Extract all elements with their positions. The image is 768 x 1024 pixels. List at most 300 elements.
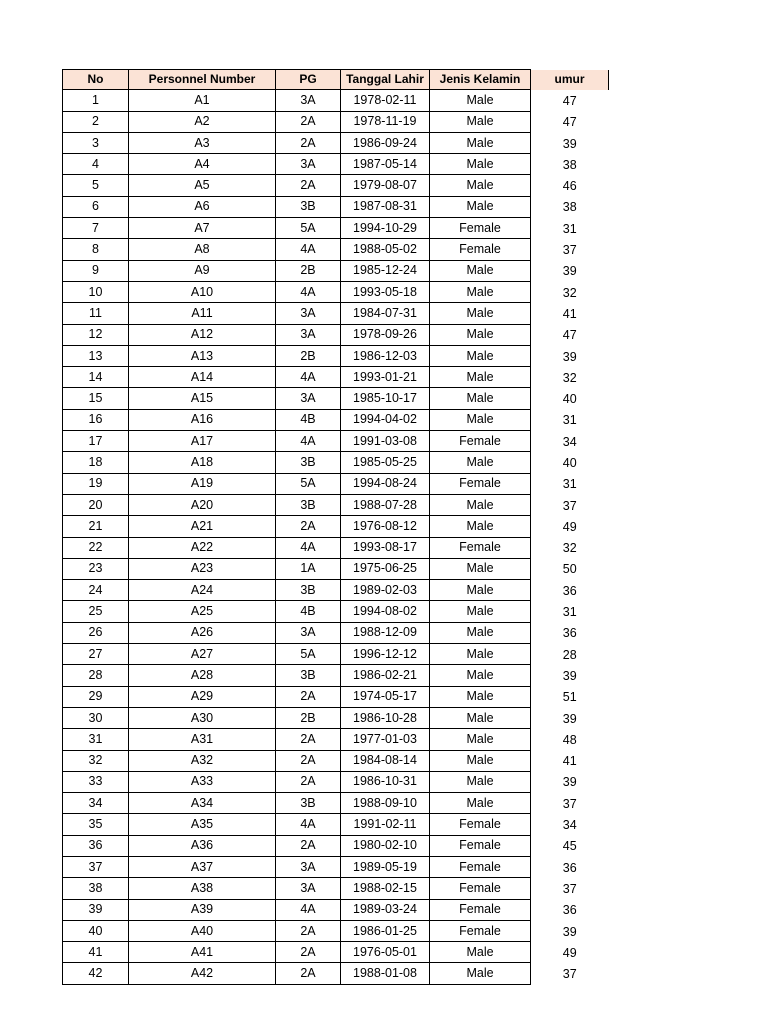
cell-personnel-number[interactable]: A34 bbox=[129, 793, 276, 814]
table-row bbox=[63, 580, 609, 601]
cell-jenis-kelamin[interactable]: Male bbox=[430, 90, 531, 111]
table-row bbox=[63, 90, 609, 111]
personnel-table bbox=[62, 69, 609, 985]
table-row bbox=[63, 452, 609, 473]
cell-jenis-kelamin[interactable]: Male bbox=[430, 665, 531, 686]
table-row bbox=[63, 942, 609, 963]
cell-jenis-kelamin[interactable]: Male bbox=[430, 303, 531, 324]
cell-tanggal-lahir[interactable]: 1985-12-24 bbox=[341, 260, 430, 281]
cell-jenis-kelamin[interactable]: Female bbox=[430, 473, 531, 494]
table-row bbox=[63, 750, 609, 771]
cell-umur[interactable]: 39 bbox=[562, 136, 577, 151]
cell-pg[interactable]: 2B bbox=[276, 707, 341, 728]
cell-personnel-number[interactable]: A16 bbox=[129, 409, 276, 430]
table-row bbox=[63, 558, 609, 579]
header-personnel-number[interactable]: Personnel Number bbox=[129, 70, 276, 90]
cell-pg[interactable]: 3B bbox=[276, 494, 341, 515]
cell-umur[interactable]: 40 bbox=[562, 392, 577, 407]
cell-personnel-number[interactable]: A10 bbox=[129, 281, 276, 302]
cell-no[interactable]: 33 bbox=[63, 771, 129, 792]
cell-tanggal-lahir[interactable]: 1994-04-02 bbox=[341, 409, 430, 430]
cell-pg[interactable]: 5A bbox=[276, 218, 341, 239]
cell-umur[interactable]: 41 bbox=[562, 306, 577, 321]
cell-jenis-kelamin[interactable]: Female bbox=[430, 835, 531, 856]
cell-tanggal-lahir[interactable]: 1986-09-24 bbox=[341, 132, 430, 153]
table-row bbox=[63, 665, 609, 686]
cell-pg[interactable]: 2B bbox=[276, 260, 341, 281]
cell-pg[interactable]: 3A bbox=[276, 303, 341, 324]
cell-jenis-kelamin[interactable]: Male bbox=[430, 622, 531, 643]
cell-tanggal-lahir[interactable]: 1977-01-03 bbox=[341, 729, 430, 750]
cell-pg[interactable]: 2A bbox=[276, 750, 341, 771]
table-row bbox=[63, 431, 609, 452]
table-row bbox=[63, 388, 609, 409]
cell-personnel-number[interactable]: A40 bbox=[129, 920, 276, 941]
header-umur[interactable]: umur bbox=[531, 70, 609, 90]
cell-personnel-number[interactable]: A9 bbox=[129, 260, 276, 281]
cell-tanggal-lahir[interactable]: 1976-08-12 bbox=[341, 516, 430, 537]
cell-no[interactable]: 14 bbox=[63, 367, 129, 388]
cell-umur[interactable]: 49 bbox=[562, 945, 577, 960]
cell-no[interactable]: 4 bbox=[63, 154, 129, 175]
cell-tanggal-lahir[interactable]: 1991-02-11 bbox=[341, 814, 430, 835]
cell-jenis-kelamin[interactable]: Male bbox=[430, 771, 531, 792]
table-row bbox=[63, 409, 609, 430]
cell-tanggal-lahir[interactable]: 1996-12-12 bbox=[341, 644, 430, 665]
cell-jenis-kelamin[interactable]: Male bbox=[430, 793, 531, 814]
cell-umur[interactable]: 36 bbox=[562, 903, 577, 918]
cell-umur[interactable]: 37 bbox=[562, 967, 577, 982]
cell-jenis-kelamin[interactable]: Male bbox=[430, 644, 531, 665]
cell-jenis-kelamin[interactable]: Female bbox=[430, 814, 531, 835]
cell-no[interactable]: 13 bbox=[63, 345, 129, 366]
cell-no[interactable]: 7 bbox=[63, 218, 129, 239]
cell-tanggal-lahir[interactable]: 1978-09-26 bbox=[341, 324, 430, 345]
cell-pg[interactable]: 3B bbox=[276, 452, 341, 473]
cell-no[interactable]: 34 bbox=[63, 793, 129, 814]
cell-pg[interactable]: 4A bbox=[276, 367, 341, 388]
table-row bbox=[63, 494, 609, 515]
header-jenis-kelamin[interactable]: Jenis Kelamin bbox=[430, 70, 531, 90]
cell-jenis-kelamin[interactable]: Male bbox=[430, 750, 531, 771]
cell-pg[interactable]: 2A bbox=[276, 175, 341, 196]
cell-jenis-kelamin[interactable]: Male bbox=[430, 729, 531, 750]
cell-umur[interactable]: 39 bbox=[562, 668, 577, 683]
cell-tanggal-lahir[interactable]: 1984-07-31 bbox=[341, 303, 430, 324]
header-no[interactable]: No bbox=[63, 70, 129, 90]
cell-no[interactable]: 5 bbox=[63, 175, 129, 196]
cell-personnel-number[interactable]: A30 bbox=[129, 707, 276, 728]
cell-no[interactable]: 3 bbox=[63, 132, 129, 153]
cell-umur[interactable]: 32 bbox=[562, 285, 577, 300]
table-row bbox=[63, 175, 609, 196]
cell-pg[interactable]: 2A bbox=[276, 686, 341, 707]
cell-umur[interactable]: 31 bbox=[562, 477, 577, 492]
cell-umur[interactable]: 39 bbox=[562, 349, 577, 364]
table-row bbox=[63, 218, 609, 239]
cell-personnel-number[interactable]: A23 bbox=[129, 558, 276, 579]
cell-personnel-number[interactable]: A28 bbox=[129, 665, 276, 686]
cell-tanggal-lahir[interactable]: 1986-12-03 bbox=[341, 345, 430, 366]
table-row bbox=[63, 644, 609, 665]
cell-pg[interactable]: 2A bbox=[276, 963, 341, 984]
cell-no[interactable]: 37 bbox=[63, 856, 129, 877]
cell-personnel-number[interactable]: A33 bbox=[129, 771, 276, 792]
cell-no[interactable]: 6 bbox=[63, 196, 129, 217]
cell-umur[interactable]: 38 bbox=[562, 157, 577, 172]
cell-umur[interactable]: 39 bbox=[562, 924, 577, 939]
cell-personnel-number[interactable]: A21 bbox=[129, 516, 276, 537]
cell-personnel-number[interactable]: A27 bbox=[129, 644, 276, 665]
cell-personnel-number[interactable]: A25 bbox=[129, 601, 276, 622]
table-row bbox=[63, 707, 609, 728]
cell-umur[interactable]: 45 bbox=[562, 839, 577, 854]
table-row bbox=[63, 111, 609, 132]
cell-personnel-number[interactable]: A31 bbox=[129, 729, 276, 750]
cell-no[interactable]: 38 bbox=[63, 878, 129, 899]
cell-personnel-number[interactable]: A14 bbox=[129, 367, 276, 388]
cell-tanggal-lahir[interactable]: 1986-10-28 bbox=[341, 707, 430, 728]
cell-pg[interactable]: 4A bbox=[276, 239, 341, 260]
cell-jenis-kelamin[interactable]: Male bbox=[430, 942, 531, 963]
cell-tanggal-lahir[interactable]: 1994-08-02 bbox=[341, 601, 430, 622]
cell-tanggal-lahir[interactable]: 1986-01-25 bbox=[341, 920, 430, 941]
cell-pg[interactable]: 2A bbox=[276, 942, 341, 963]
cell-jenis-kelamin[interactable]: Male bbox=[430, 963, 531, 984]
cell-tanggal-lahir[interactable]: 1987-05-14 bbox=[341, 154, 430, 175]
cell-personnel-number[interactable]: A5 bbox=[129, 175, 276, 196]
cell-no[interactable]: 39 bbox=[63, 899, 129, 920]
table-row bbox=[63, 686, 609, 707]
cell-umur[interactable]: 47 bbox=[562, 115, 577, 130]
cell-pg[interactable]: 4B bbox=[276, 409, 341, 430]
cell-umur[interactable]: 50 bbox=[562, 562, 577, 577]
cell-umur[interactable]: 38 bbox=[562, 200, 577, 215]
cell-tanggal-lahir[interactable]: 1993-01-21 bbox=[341, 367, 430, 388]
table-row bbox=[63, 239, 609, 260]
cell-personnel-number[interactable]: A11 bbox=[129, 303, 276, 324]
cell-no[interactable]: 42 bbox=[63, 963, 129, 984]
cell-jenis-kelamin[interactable]: Male bbox=[430, 601, 531, 622]
table-row bbox=[63, 303, 609, 324]
cell-jenis-kelamin[interactable]: Male bbox=[430, 196, 531, 217]
cell-personnel-number[interactable]: A3 bbox=[129, 132, 276, 153]
cell-umur[interactable]: 47 bbox=[562, 328, 577, 343]
cell-no[interactable]: 8 bbox=[63, 239, 129, 260]
cell-umur[interactable]: 28 bbox=[562, 647, 577, 662]
cell-no[interactable]: 30 bbox=[63, 707, 129, 728]
cell-jenis-kelamin[interactable]: Male bbox=[430, 367, 531, 388]
cell-no[interactable]: 31 bbox=[63, 729, 129, 750]
cell-personnel-number[interactable]: A12 bbox=[129, 324, 276, 345]
cell-jenis-kelamin[interactable]: Male bbox=[430, 409, 531, 430]
cell-no[interactable]: 16 bbox=[63, 409, 129, 430]
cell-no[interactable]: 15 bbox=[63, 388, 129, 409]
cell-pg[interactable]: 3A bbox=[276, 856, 341, 877]
cell-no[interactable]: 18 bbox=[63, 452, 129, 473]
cell-tanggal-lahir[interactable]: 1979-08-07 bbox=[341, 175, 430, 196]
cell-jenis-kelamin[interactable]: Male bbox=[430, 324, 531, 345]
cell-personnel-number[interactable]: A42 bbox=[129, 963, 276, 984]
cell-personnel-number[interactable]: A17 bbox=[129, 431, 276, 452]
cell-no[interactable]: 27 bbox=[63, 644, 129, 665]
cell-jenis-kelamin[interactable]: Male bbox=[430, 388, 531, 409]
cell-tanggal-lahir[interactable]: 1994-10-29 bbox=[341, 218, 430, 239]
cell-tanggal-lahir[interactable]: 1980-02-10 bbox=[341, 835, 430, 856]
cell-tanggal-lahir[interactable]: 1994-08-24 bbox=[341, 473, 430, 494]
cell-personnel-number[interactable]: A1 bbox=[129, 90, 276, 111]
cell-pg[interactable]: 3B bbox=[276, 665, 341, 686]
cell-jenis-kelamin[interactable]: Male bbox=[430, 281, 531, 302]
cell-personnel-number[interactable]: A19 bbox=[129, 473, 276, 494]
cell-jenis-kelamin[interactable]: Male bbox=[430, 707, 531, 728]
cell-umur[interactable]: 37 bbox=[562, 498, 577, 513]
cell-no[interactable]: 23 bbox=[63, 558, 129, 579]
cell-no[interactable]: 24 bbox=[63, 580, 129, 601]
table-row bbox=[63, 729, 609, 750]
cell-tanggal-lahir[interactable]: 1985-05-25 bbox=[341, 452, 430, 473]
cell-pg[interactable]: 3B bbox=[276, 793, 341, 814]
cell-jenis-kelamin[interactable]: Female bbox=[430, 537, 531, 558]
cell-tanggal-lahir[interactable]: 1989-03-24 bbox=[341, 899, 430, 920]
cell-umur[interactable]: 37 bbox=[562, 881, 577, 896]
cell-pg[interactable]: 4A bbox=[276, 899, 341, 920]
cell-no[interactable]: 22 bbox=[63, 537, 129, 558]
table-row bbox=[63, 601, 609, 622]
cell-no[interactable]: 12 bbox=[63, 324, 129, 345]
cell-pg[interactable]: 5A bbox=[276, 473, 341, 494]
cell-tanggal-lahir[interactable]: 1978-02-11 bbox=[341, 90, 430, 111]
cell-no[interactable]: 28 bbox=[63, 665, 129, 686]
cell-umur[interactable]: 36 bbox=[562, 583, 577, 598]
cell-personnel-number[interactable]: A20 bbox=[129, 494, 276, 515]
cell-jenis-kelamin[interactable]: Female bbox=[430, 856, 531, 877]
cell-no[interactable]: 21 bbox=[63, 516, 129, 537]
cell-jenis-kelamin[interactable]: Male bbox=[430, 558, 531, 579]
cell-tanggal-lahir[interactable]: 1988-12-09 bbox=[341, 622, 430, 643]
cell-jenis-kelamin[interactable]: Male bbox=[430, 345, 531, 366]
cell-pg[interactable]: 3A bbox=[276, 878, 341, 899]
cell-umur[interactable]: 37 bbox=[562, 243, 577, 258]
cell-personnel-number[interactable]: A7 bbox=[129, 218, 276, 239]
cell-no[interactable]: 35 bbox=[63, 814, 129, 835]
cell-jenis-kelamin[interactable]: Female bbox=[430, 239, 531, 260]
cell-personnel-number[interactable]: A35 bbox=[129, 814, 276, 835]
cell-personnel-number[interactable]: A15 bbox=[129, 388, 276, 409]
cell-umur[interactable]: 34 bbox=[562, 818, 577, 833]
cell-no[interactable]: 17 bbox=[63, 431, 129, 452]
cell-personnel-number[interactable]: A29 bbox=[129, 686, 276, 707]
header-pg[interactable]: PG bbox=[276, 70, 341, 90]
cell-pg[interactable]: 4A bbox=[276, 814, 341, 835]
cell-tanggal-lahir[interactable]: 1978-11-19 bbox=[341, 111, 430, 132]
cell-pg[interactable]: 3A bbox=[276, 622, 341, 643]
cell-personnel-number[interactable]: A2 bbox=[129, 111, 276, 132]
table-row bbox=[63, 281, 609, 302]
cell-umur[interactable]: 51 bbox=[562, 690, 577, 705]
cell-umur[interactable]: 31 bbox=[562, 413, 577, 428]
cell-tanggal-lahir[interactable]: 1985-10-17 bbox=[341, 388, 430, 409]
cell-umur[interactable]: 39 bbox=[562, 264, 577, 279]
cell-personnel-number[interactable]: A24 bbox=[129, 580, 276, 601]
cell-tanggal-lahir[interactable]: 1988-01-08 bbox=[341, 963, 430, 984]
cell-tanggal-lahir[interactable]: 1975-06-25 bbox=[341, 558, 430, 579]
cell-personnel-number[interactable]: A22 bbox=[129, 537, 276, 558]
cell-personnel-number[interactable]: A4 bbox=[129, 154, 276, 175]
cell-tanggal-lahir[interactable]: 1988-07-28 bbox=[341, 494, 430, 515]
cell-tanggal-lahir[interactable]: 1989-02-03 bbox=[341, 580, 430, 601]
cell-tanggal-lahir[interactable]: 1993-08-17 bbox=[341, 537, 430, 558]
table-row bbox=[63, 793, 609, 814]
cell-umur[interactable]: 39 bbox=[562, 775, 577, 790]
cell-jenis-kelamin[interactable]: Male bbox=[430, 111, 531, 132]
cell-jenis-kelamin[interactable]: Female bbox=[430, 218, 531, 239]
cell-personnel-number[interactable]: A39 bbox=[129, 899, 276, 920]
cell-umur[interactable]: 41 bbox=[562, 754, 577, 769]
cell-umur[interactable]: 40 bbox=[562, 455, 577, 470]
cell-jenis-kelamin[interactable]: Male bbox=[430, 580, 531, 601]
table-row bbox=[63, 516, 609, 537]
cell-pg[interactable]: 2A bbox=[276, 111, 341, 132]
cell-umur[interactable]: 37 bbox=[562, 796, 577, 811]
cell-personnel-number[interactable]: A41 bbox=[129, 942, 276, 963]
cell-personnel-number[interactable]: A38 bbox=[129, 878, 276, 899]
cell-tanggal-lahir[interactable]: 1974-05-17 bbox=[341, 686, 430, 707]
cell-pg[interactable]: 3B bbox=[276, 580, 341, 601]
cell-jenis-kelamin[interactable]: Male bbox=[430, 154, 531, 175]
table-row bbox=[63, 154, 609, 175]
cell-jenis-kelamin[interactable]: Male bbox=[430, 452, 531, 473]
cell-jenis-kelamin[interactable]: Female bbox=[430, 431, 531, 452]
cell-tanggal-lahir[interactable]: 1987-08-31 bbox=[341, 196, 430, 217]
cell-pg[interactable]: 2A bbox=[276, 920, 341, 941]
table-row bbox=[63, 367, 609, 388]
table-row bbox=[63, 622, 609, 643]
cell-umur[interactable]: 36 bbox=[562, 860, 577, 875]
header-tanggal-lahir[interactable]: Tanggal Lahir bbox=[341, 70, 430, 90]
table-row bbox=[63, 473, 609, 494]
cell-tanggal-lahir[interactable]: 1991-03-08 bbox=[341, 431, 430, 452]
cell-jenis-kelamin[interactable]: Female bbox=[430, 878, 531, 899]
table-row bbox=[63, 963, 609, 984]
table-row bbox=[63, 345, 609, 366]
cell-pg[interactable]: 4B bbox=[276, 601, 341, 622]
cell-jenis-kelamin[interactable]: Male bbox=[430, 516, 531, 537]
table-row bbox=[63, 196, 609, 217]
cell-jenis-kelamin[interactable]: Male bbox=[430, 686, 531, 707]
cell-pg[interactable]: 2A bbox=[276, 132, 341, 153]
cell-pg[interactable]: 3A bbox=[276, 388, 341, 409]
cell-jenis-kelamin[interactable]: Male bbox=[430, 260, 531, 281]
cell-personnel-number[interactable]: A18 bbox=[129, 452, 276, 473]
cell-umur[interactable]: 31 bbox=[562, 221, 577, 236]
table-row bbox=[63, 835, 609, 856]
table-row bbox=[63, 856, 609, 877]
cell-umur[interactable]: 47 bbox=[562, 93, 577, 108]
cell-tanggal-lahir[interactable]: 1986-10-31 bbox=[341, 771, 430, 792]
cell-personnel-number[interactable]: A37 bbox=[129, 856, 276, 877]
cell-pg[interactable]: 5A bbox=[276, 644, 341, 665]
cell-pg[interactable]: 3A bbox=[276, 324, 341, 345]
cell-personnel-number[interactable]: A26 bbox=[129, 622, 276, 643]
cell-personnel-number[interactable]: A32 bbox=[129, 750, 276, 771]
cell-tanggal-lahir[interactable]: 1988-02-15 bbox=[341, 878, 430, 899]
cell-no[interactable]: 1 bbox=[63, 90, 129, 111]
table-row bbox=[63, 878, 609, 899]
cell-tanggal-lahir[interactable]: 1993-05-18 bbox=[341, 281, 430, 302]
cell-pg[interactable]: 2A bbox=[276, 835, 341, 856]
cell-personnel-number[interactable]: A8 bbox=[129, 239, 276, 260]
cell-pg[interactable]: 4A bbox=[276, 537, 341, 558]
cell-no[interactable]: 20 bbox=[63, 494, 129, 515]
cell-no[interactable]: 19 bbox=[63, 473, 129, 494]
cell-pg[interactable]: 4A bbox=[276, 431, 341, 452]
cell-no[interactable]: 10 bbox=[63, 281, 129, 302]
cell-no[interactable]: 26 bbox=[63, 622, 129, 643]
cell-no[interactable]: 29 bbox=[63, 686, 129, 707]
table-row bbox=[63, 899, 609, 920]
cell-jenis-kelamin[interactable]: Female bbox=[430, 920, 531, 941]
cell-tanggal-lahir[interactable]: 1988-09-10 bbox=[341, 793, 430, 814]
cell-pg[interactable]: 3A bbox=[276, 90, 341, 111]
cell-umur[interactable]: 32 bbox=[562, 541, 577, 556]
table-row bbox=[63, 324, 609, 345]
cell-tanggal-lahir[interactable]: 1988-05-02 bbox=[341, 239, 430, 260]
cell-jenis-kelamin[interactable]: Male bbox=[430, 494, 531, 515]
cell-jenis-kelamin[interactable]: Male bbox=[430, 175, 531, 196]
cell-tanggal-lahir[interactable]: 1984-08-14 bbox=[341, 750, 430, 771]
cell-no[interactable]: 32 bbox=[63, 750, 129, 771]
cell-pg[interactable]: 2A bbox=[276, 516, 341, 537]
cell-umur[interactable]: 32 bbox=[562, 370, 577, 385]
cell-tanggal-lahir[interactable]: 1986-02-21 bbox=[341, 665, 430, 686]
cell-pg[interactable]: 2A bbox=[276, 771, 341, 792]
cell-no[interactable]: 36 bbox=[63, 835, 129, 856]
cell-personnel-number[interactable]: A13 bbox=[129, 345, 276, 366]
cell-no[interactable]: 2 bbox=[63, 111, 129, 132]
table-row bbox=[63, 537, 609, 558]
cell-pg[interactable]: 3B bbox=[276, 196, 341, 217]
cell-tanggal-lahir[interactable]: 1989-05-19 bbox=[341, 856, 430, 877]
cell-personnel-number[interactable]: A6 bbox=[129, 196, 276, 217]
cell-umur[interactable]: 31 bbox=[562, 605, 577, 620]
cell-umur[interactable]: 46 bbox=[562, 179, 577, 194]
cell-pg[interactable]: 2B bbox=[276, 345, 341, 366]
spreadsheet bbox=[62, 69, 609, 985]
cell-pg[interactable]: 1A bbox=[276, 558, 341, 579]
cell-no[interactable]: 41 bbox=[63, 942, 129, 963]
cell-no[interactable]: 9 bbox=[63, 260, 129, 281]
cell-jenis-kelamin[interactable]: Male bbox=[430, 132, 531, 153]
cell-no[interactable]: 25 bbox=[63, 601, 129, 622]
cell-umur[interactable]: 36 bbox=[562, 626, 577, 641]
table-row bbox=[63, 260, 609, 281]
cell-no[interactable]: 40 bbox=[63, 920, 129, 941]
cell-jenis-kelamin[interactable]: Female bbox=[430, 899, 531, 920]
table-row bbox=[63, 771, 609, 792]
cell-pg[interactable]: 4A bbox=[276, 281, 341, 302]
cell-umur[interactable]: 39 bbox=[562, 711, 577, 726]
cell-umur[interactable]: 34 bbox=[562, 434, 577, 449]
cell-umur[interactable]: 48 bbox=[562, 732, 577, 747]
cell-personnel-number[interactable]: A36 bbox=[129, 835, 276, 856]
cell-pg[interactable]: 2A bbox=[276, 729, 341, 750]
cell-tanggal-lahir[interactable]: 1976-05-01 bbox=[341, 942, 430, 963]
cell-pg[interactable]: 3A bbox=[276, 154, 341, 175]
cell-no[interactable]: 11 bbox=[63, 303, 129, 324]
cell-umur[interactable]: 49 bbox=[562, 519, 577, 534]
table-row bbox=[63, 814, 609, 835]
